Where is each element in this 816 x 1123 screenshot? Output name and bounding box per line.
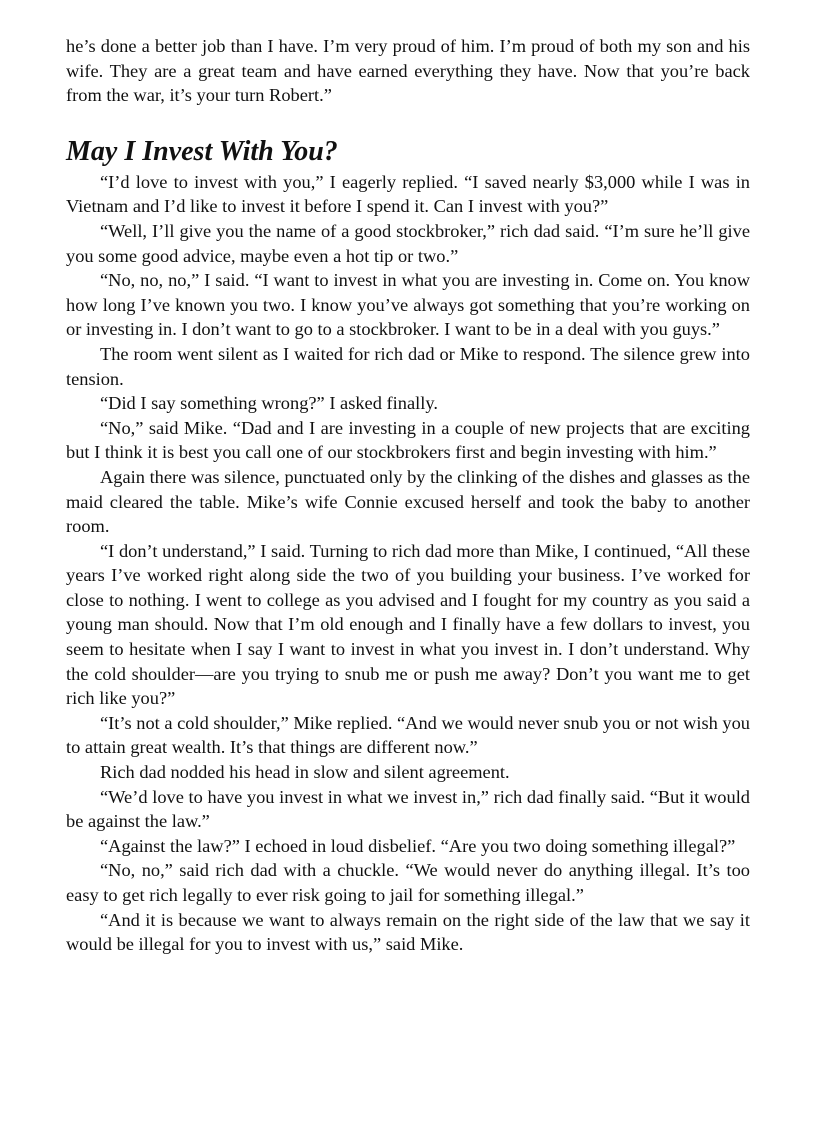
- paragraph: “No, no,” said rich dad with a chuckle. “We would never do anything illegal. It’s too easy to get rich legally to ever risk going to jail for something illegal.”: [66, 860, 750, 905]
- paragraph: “No, no, no,” I said. “I want to invest in what you are investing in. Come on. You know how long I’ve known you two. I know you’ve always got something that you’re working on or investing in. I don’t want to go to a stockbroker. I want to be in a deal with you guys.”: [66, 270, 750, 340]
- paragraph: “Did I say something wrong?” I asked finally.: [100, 393, 438, 414]
- paragraph: Again there was silence, punctuated only by the clinking of the dishes and glasses as the maid cleared the table. Mike’s wife Connie excused herself and took the baby to another room.: [66, 466, 750, 537]
- paragraph: The room went silent as I waited for rich dad or Mike to respond. The silence grew into tension.: [66, 343, 750, 389]
- paragraph: “And it is because we want to always remain on the right side of the law that we say it would be illegal for you to invest with us,” said Mike.: [66, 909, 750, 955]
- paragraph: “It’s not a cold shoulder,” Mike replied. “And we would never snub you or not wish you to attain great wealth. It’s that things are different now.”: [66, 712, 750, 758]
- paragraph: Rich dad nodded his head in slow and silent agreement.: [100, 762, 510, 783]
- paragraph: “Against the law?” I echoed in loud disbelief. “Are you two doing something illegal?”: [100, 835, 736, 856]
- opening-paragraph: he’s done a better job than I have. I’m very proud of him. I’m proud of both my son and his wife. They are a great team and have earned everything they have. Now that you’re back from the war, it’s your turn Robert.”: [66, 36, 750, 106]
- paragraph: “We’d love to have you invest in what we invest in,” rich dad finally said. “But it would be against the law.”: [66, 786, 750, 832]
- paragraph: “Well, I’ll give you the name of a good stockbroker,” rich dad said. “I’m sure he’ll give you some good advice, maybe even a hot tip or two.”: [66, 220, 750, 266]
- paragraph: “I’d love to invest with you,” I eagerly replied. “I saved nearly $3,000 while I was in Vietnam and I’d like to invest it before I spend it. Can I invest with you?”: [66, 171, 750, 217]
- book-page: [66, 34, 750, 957]
- paragraph: “No,” said Mike. “Dad and I are investing in a couple of new projects that are exciting but I think it is best you call one of our stockbrokers first and begin investing with him.”: [66, 417, 750, 463]
- section-heading: May I Invest With You?: [66, 135, 338, 167]
- paragraph: “I don’t understand,” I said. Turning to rich dad more than Mike, I continued, “All these years I’ve worked right along side the two of you building your business. I’ve worked for close to nothing. I went to college as you advised and I fought for my country as you said a young man should. Now that I’m old enough and I finally have a few dollars to invest, you seem to hesitate when I say I want to invest in what you invest in. I don’t understand. Why the cold shoulder—are you trying to snub me or push me away? Don’t you want me to get rich like you?”: [66, 540, 750, 709]
